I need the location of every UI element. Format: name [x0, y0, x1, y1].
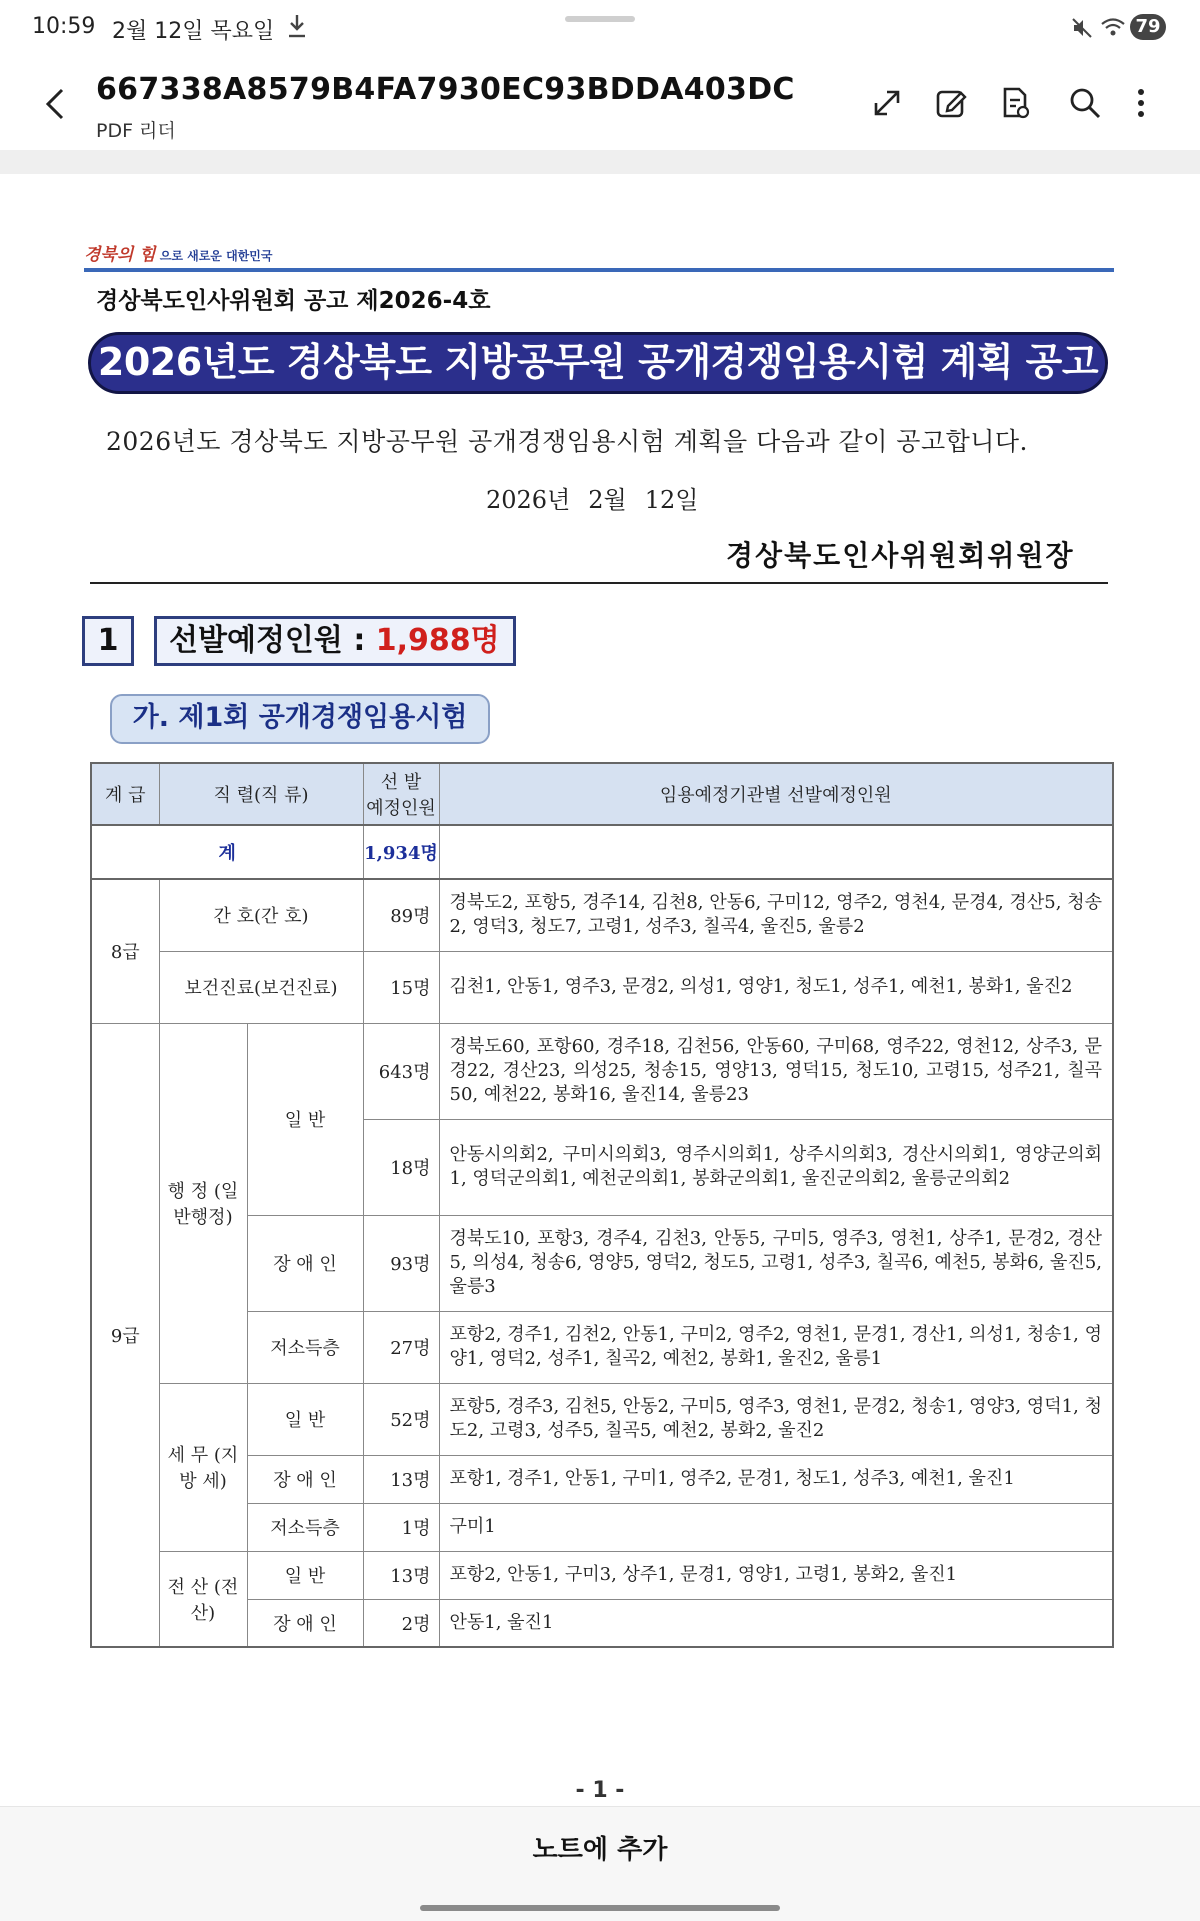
table-row: 9급 행 정 (일반행정) 일 반 643명 경북도60, 포항60, 경주18, 김천56, 안동60, 구미68, 영주22, 영천12, 상주3, 문경22, 경산23, 의성25, 청송15, 영양13, 영덕15, 청도10, 고령15, 성주21, 칠곡50, 예천22, 봉화16, 울진14, 울릉23 [91, 1023, 1113, 1119]
status-date: 2월 12일 목요일 [112, 19, 275, 44]
expand-icon[interactable] [870, 86, 904, 120]
document-title: 667338A8579B4FA7930EC93BDDA403DC [96, 72, 795, 107]
notice-banner-title: 2026년도 경상북도 지방공무원 공개경쟁임용시험 계획 공고 [88, 332, 1108, 394]
section-number: 1 [82, 616, 134, 666]
status-time: 10:59 [32, 14, 96, 39]
table-row: 세 무 (지 방 세) 일 반 52명 포항5, 경주3, 김천5, 안동2, 구미5, 영주3, 영천1, 문경2, 청송1, 영양3, 영덕1, 청도2, 고령3, 성주5, 칠곡5, 예천2, 봉화2, 울진2 [91, 1383, 1113, 1455]
section-count: 1,988명 [375, 623, 500, 658]
search-icon[interactable] [1068, 86, 1102, 120]
header-grade: 계 급 [91, 763, 159, 825]
table-row: 저소득층 27명 포항2, 경주1, 김천2, 안동1, 구미2, 영주2, 영천1, 문경1, 경산1, 의성1, 청송1, 영양1, 영덕2, 성주1, 칠곡2, 예천2, 봉화1, 울진2, 울릉1 [91, 1311, 1113, 1383]
recruitment-table [90, 762, 1114, 1648]
edit-icon[interactable] [934, 86, 968, 120]
total-row: 계 1,934명 [91, 825, 1113, 879]
header-rule [84, 268, 1114, 272]
table-row: 장 애 인 13명 포항1, 경주1, 안동1, 구미1, 영주2, 문경1, 청도1, 성주3, 예천1, 울진1 [91, 1455, 1113, 1503]
home-indicator[interactable] [420, 1905, 780, 1911]
signer: 경상북도인사위원회위원장 [726, 539, 1075, 572]
bottom-bar [0, 1806, 1200, 1921]
table-row: 장 애 인 2명 안동1, 울진1 [91, 1599, 1113, 1647]
more-options-icon[interactable] [1124, 86, 1158, 120]
table-row: 8급 간 호(간 호) 89명 경북도2, 포항5, 경주14, 김천8, 안동6, 구미12, 영주2, 영천4, 문경4, 경산5, 청송2, 영덕3, 청도7, 고령1, 성주3, 칠곡4, 울진5, 울릉2 [91, 879, 1113, 951]
header-series: 직 렬(직 류) [159, 763, 363, 825]
app-header [0, 58, 1200, 150]
page-number: - 1 - [575, 1778, 625, 1803]
camera-notch [565, 16, 635, 22]
table-row: 장 애 인 93명 경북도10, 포항3, 경주4, 김천3, 안동5, 구미5, 영주3, 영천1, 상주1, 문경2, 경산5, 의성4, 청송6, 영양5, 영덕2, 청도5, 고령1, 성주3, 칠곡6, 예천5, 봉화6, 울진5, 울릉3 [91, 1215, 1113, 1311]
app-subtitle: PDF 리더 [96, 120, 176, 142]
back-arrow-icon[interactable] [42, 86, 72, 122]
table-row: 18명 안동시의회2, 구미시의회3, 영주시의회1, 상주시의회3, 경산시의회1, 영양군의회1, 영덕군의회1, 예천군의회1, 봉화군의회1, 울진군의회2, 울릉군의회2 [91, 1119, 1113, 1215]
table-row: 보건진료(보건진료) 15명 김천1, 안동1, 영주3, 문경2, 의성1, 영양1, 청도1, 성주1, 예천1, 봉화1, 울진2 [91, 951, 1113, 1023]
toolbar-divider [0, 150, 1200, 174]
notice-date: 2026년 2월 12일 [486, 486, 699, 514]
gyeongbuk-logo: 경북의 힘 으로 새로운 대한민국 [84, 245, 273, 265]
wifi-icon [1100, 15, 1126, 39]
section-title: 선발예정인원 : 1,988명 [154, 616, 516, 666]
pdf-page [0, 174, 1200, 1804]
battery-indicator: 79 [1130, 14, 1166, 40]
mute-icon [1070, 16, 1094, 40]
header-count: 선 발 예정인원 [363, 763, 439, 825]
table-header [91, 763, 1113, 825]
status-bar [0, 0, 1200, 58]
intro-text: 2026년도 경상북도 지방공무원 공개경쟁임용시험 계획을 다음과 같이 공고합니다. [106, 427, 1028, 456]
notice-number: 경상북도인사위원회 공고 제2026-4호 [96, 288, 491, 314]
download-icon [286, 12, 308, 40]
document-settings-icon[interactable] [998, 86, 1032, 120]
table-row: 저소득층 1명 구미1 [91, 1503, 1113, 1551]
header-orgs: 임용예정기관별 선발예정인원 [439, 763, 1113, 825]
signer-rule [90, 582, 1108, 584]
subsection-title: 가. 제1회 공개경쟁임용시험 [110, 694, 490, 744]
table-row: 전 산 (전 산) 일 반 13명 포항2, 안동1, 구미3, 상주1, 문경1, 영양1, 고령1, 봉화2, 울진1 [91, 1551, 1113, 1599]
add-to-notes-button[interactable]: 노트에 추가 [532, 1835, 668, 1865]
